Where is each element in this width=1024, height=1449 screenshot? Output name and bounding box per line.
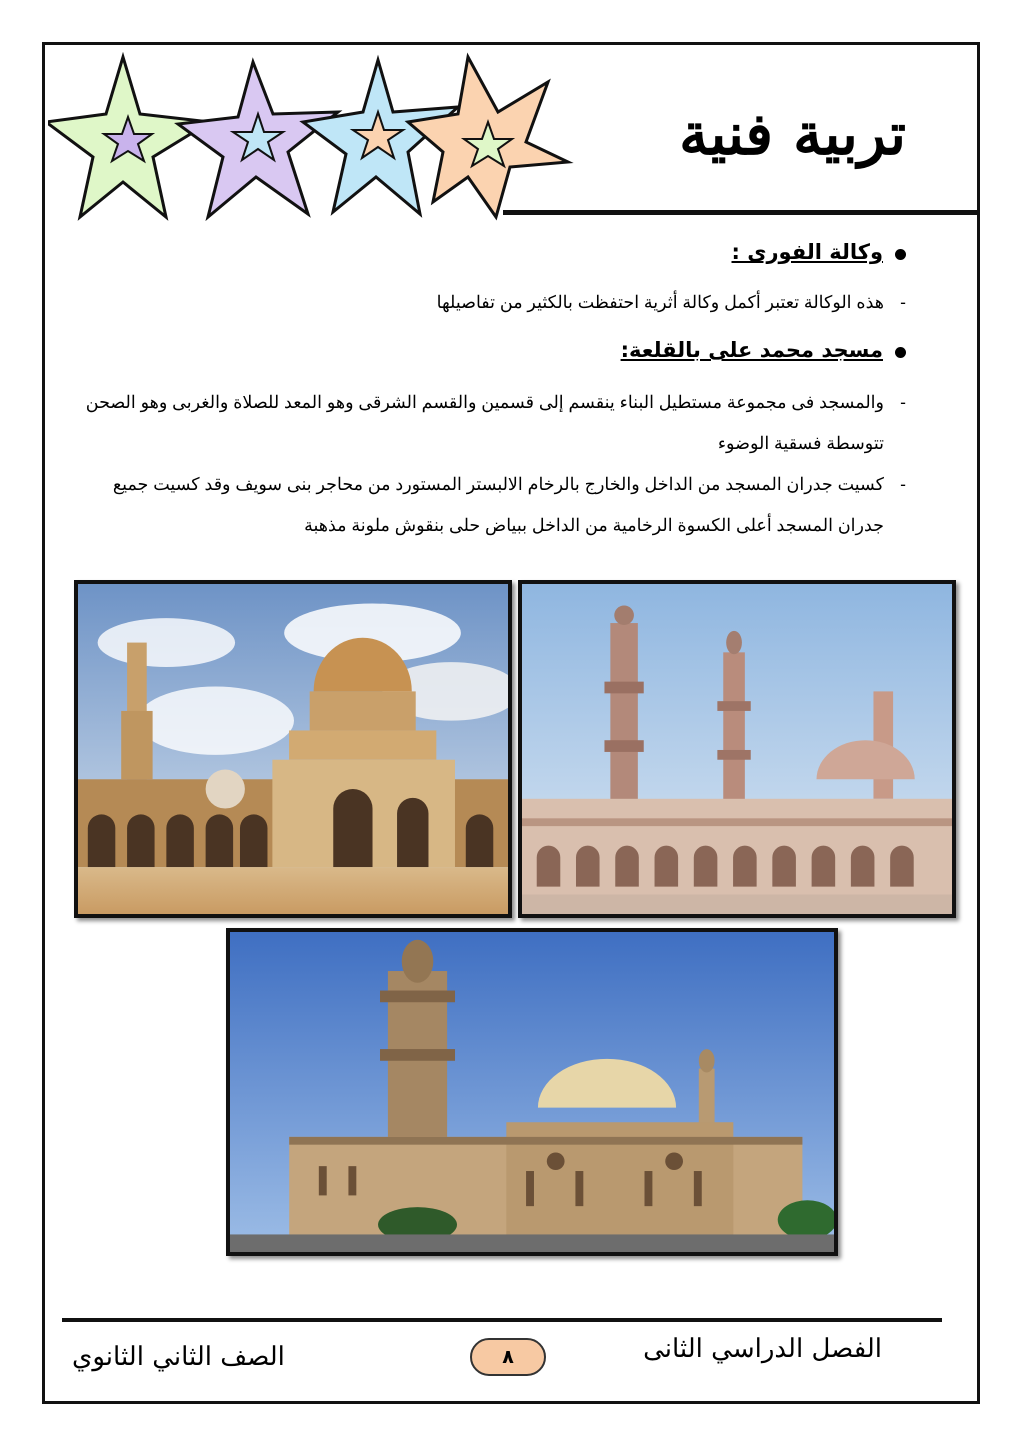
photo-mosque-sultan [226, 928, 838, 1256]
decorative-stars-icon [48, 52, 578, 227]
section-heading [70, 240, 906, 264]
paragraph-text: كسيت جدران المسجد من الداخل والخارج بالرخام الالبستر المستورد من محاجر بنى سويف وقد كسيت جميع جدران المسجد أعلى الكسوة الرخامية من الداخل ببياض حلى بنقوش ملونة مذهبة [112, 474, 884, 535]
page-title: تربية فنية [679, 100, 906, 168]
paragraph-text: والمسجد فى مجموعة مستطيل البناء ينقسم إلى قسمين والقسم الشرقى وهو المعد للصلاة والغربى وهو الصحن تتوسطة فسقية الوضوء [85, 392, 884, 453]
page-number-badge: ٨ [470, 1338, 546, 1376]
paragraph: - كسيت جدران المسجد من الداخل والخارج بالرخام الالبستر المستورد من محاجر بنى سويف وقد كسيت جميع جدران المسجد أعلى الكسوة الرخامية من الداخل ببياض حلى بنقوش ملونة مذهبة [112, 474, 906, 535]
star-orange-icon [408, 57, 568, 217]
section-wekala-body [70, 282, 906, 323]
star-purple-icon [178, 62, 338, 217]
photo-mosque-dome-courtyard [74, 580, 512, 918]
section-wekala [70, 240, 906, 264]
section-heading [70, 338, 906, 362]
heading-text: مسجد محمد على بالقلعة: [620, 338, 883, 362]
section-mosque [70, 338, 906, 362]
footer-grade: الصف الثاني الثانوي [72, 1342, 285, 1372]
paragraph: - والمسجد فى مجموعة مستطيل البناء ينقسم إلى قسمين والقسم الشرقى وهو المعد للصلاة والغربى وهو الصحن تتوسطة فسقية الوضوء [85, 392, 906, 453]
footer-term: الفصل الدراسي الثانى [643, 1334, 882, 1364]
bullet-icon [895, 347, 906, 358]
bullet-icon [895, 249, 906, 260]
footer-divider [62, 1318, 942, 1322]
star-green-icon [48, 57, 210, 217]
title-divider [503, 210, 980, 215]
photo-mosque-minarets [518, 580, 956, 918]
paragraph: - هذه الوكالة تعتبر أكمل وكالة أثرية احتفظت بالكثير من تفاصيلها [436, 292, 906, 312]
heading-text: وكالة الفورى : [731, 240, 883, 264]
section-mosque-body [76, 382, 906, 546]
paragraph-text: هذه الوكالة تعتبر أكمل وكالة أثرية احتفظت بالكثير من تفاصيلها [436, 292, 884, 312]
